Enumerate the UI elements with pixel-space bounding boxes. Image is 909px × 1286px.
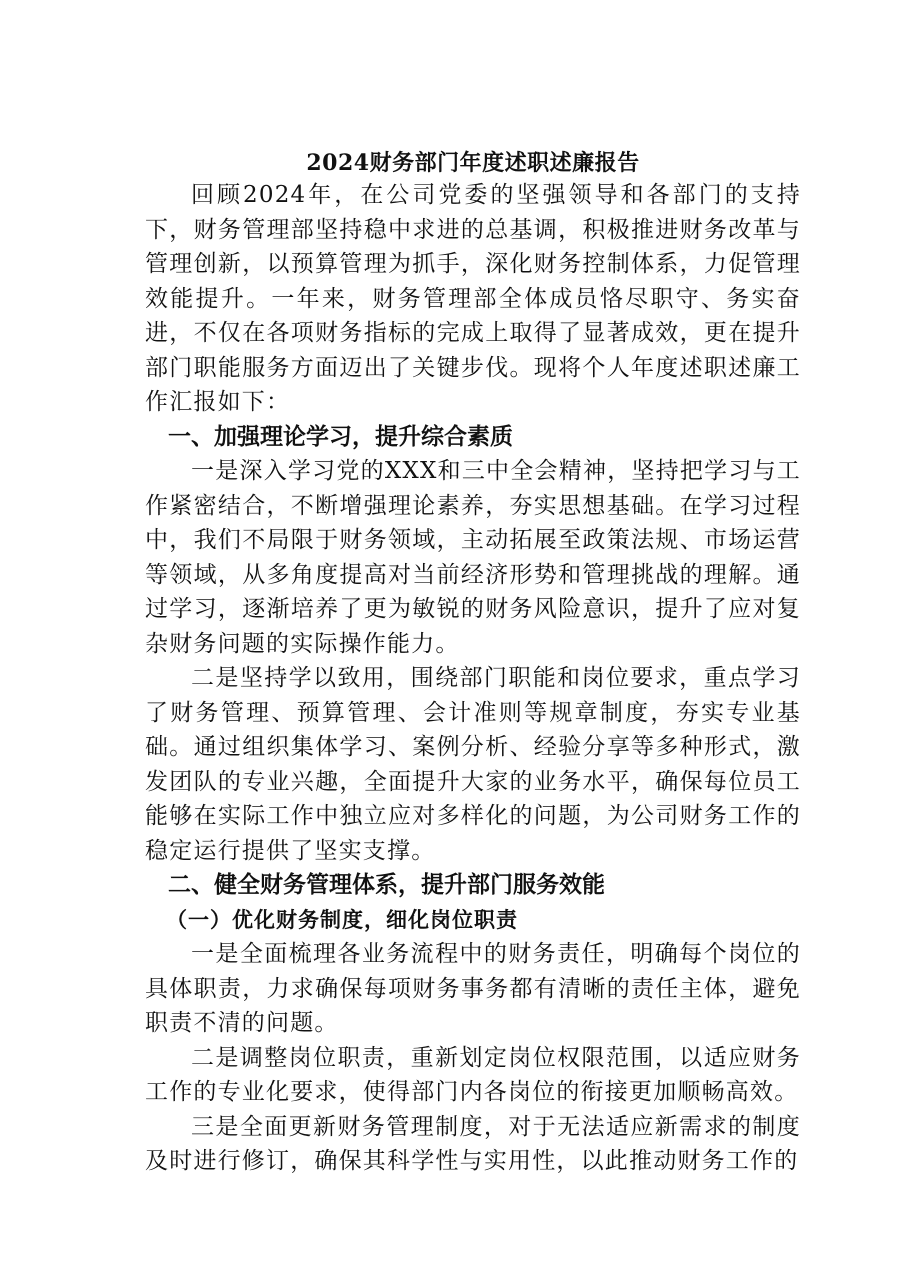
section-2-paragraph-1: 一是全面梳理各业务流程中的财务责任，明确每个岗位的具体职责，力求确保每项财务事务都有清晰的责任主体，避免职责不清的问题。	[145, 941, 801, 1036]
section-2-paragraph-2: 二是调整岗位职责，重新划定岗位权限范围，以适应财务工作的专业化要求，使得部门内各岗位的衔接更加顺畅高效。	[145, 1044, 801, 1105]
section-2-subheading: （一）优化财务制度，细化岗位职责	[166, 906, 518, 932]
section-2-paragraph-3: 三是全面更新财务管理制度，对于无法适应新需求的制度及时进行修订，确保其科学性与实用性，以此推动财务工作的	[145, 1113, 801, 1174]
document-body	[145, 148, 801, 1179]
document-title: 2024财务部门年度述职述廉报告	[306, 150, 640, 176]
section-1-paragraph-2: 二是坚持学以致用，围绕部门职能和岗位要求，重点学习了财务管理、预算管理、会计准则等规章制度，夯实专业基础。通过组织集体学习、案例分析、经验分享等多种形式，激发团队的专业兴趣，全面提升大家的业务水平，确保每位员工能够在实际工作中独立应对多样化的问题，为公司财务工作的稳定运行提供了坚实支撑。	[145, 665, 801, 864]
intro-paragraph: 回顾2024年，在公司党委的坚强领导和各部门的支持下，财务管理部坚持稳中求进的总基调，积极推进财务改革与管理创新，以预算管理为抓手，深化财务控制体系，力促管理效能提升。一年来，财务管理部全体成员恪尽职守、务实奋进，不仅在各项财务指标的完成上取得了显著成效，更在提升部门职能服务方面迈出了关键步伐。现将个人年度述职述廉工作汇报如下：	[145, 182, 801, 415]
section-1-paragraph-1: 一是深入学习党的XXX和三中全会精神，坚持把学习与工作紧密结合，不断增强理论素养，夯实思想基础。在学习过程中，我们不局限于财务领域，主动拓展至政策法规、市场运营等领域，从多角度提高对当前经济形势和管理挑战的理解。通过学习，逐渐培养了更为敏锐的财务风险意识，提升了应对复杂财务问题的实际操作能力。	[145, 458, 801, 657]
section-2-heading: 二、健全财务管理体系，提升部门服务效能	[168, 871, 605, 898]
section-1-heading: 一、加强理论学习，提升综合素质	[168, 422, 513, 450]
